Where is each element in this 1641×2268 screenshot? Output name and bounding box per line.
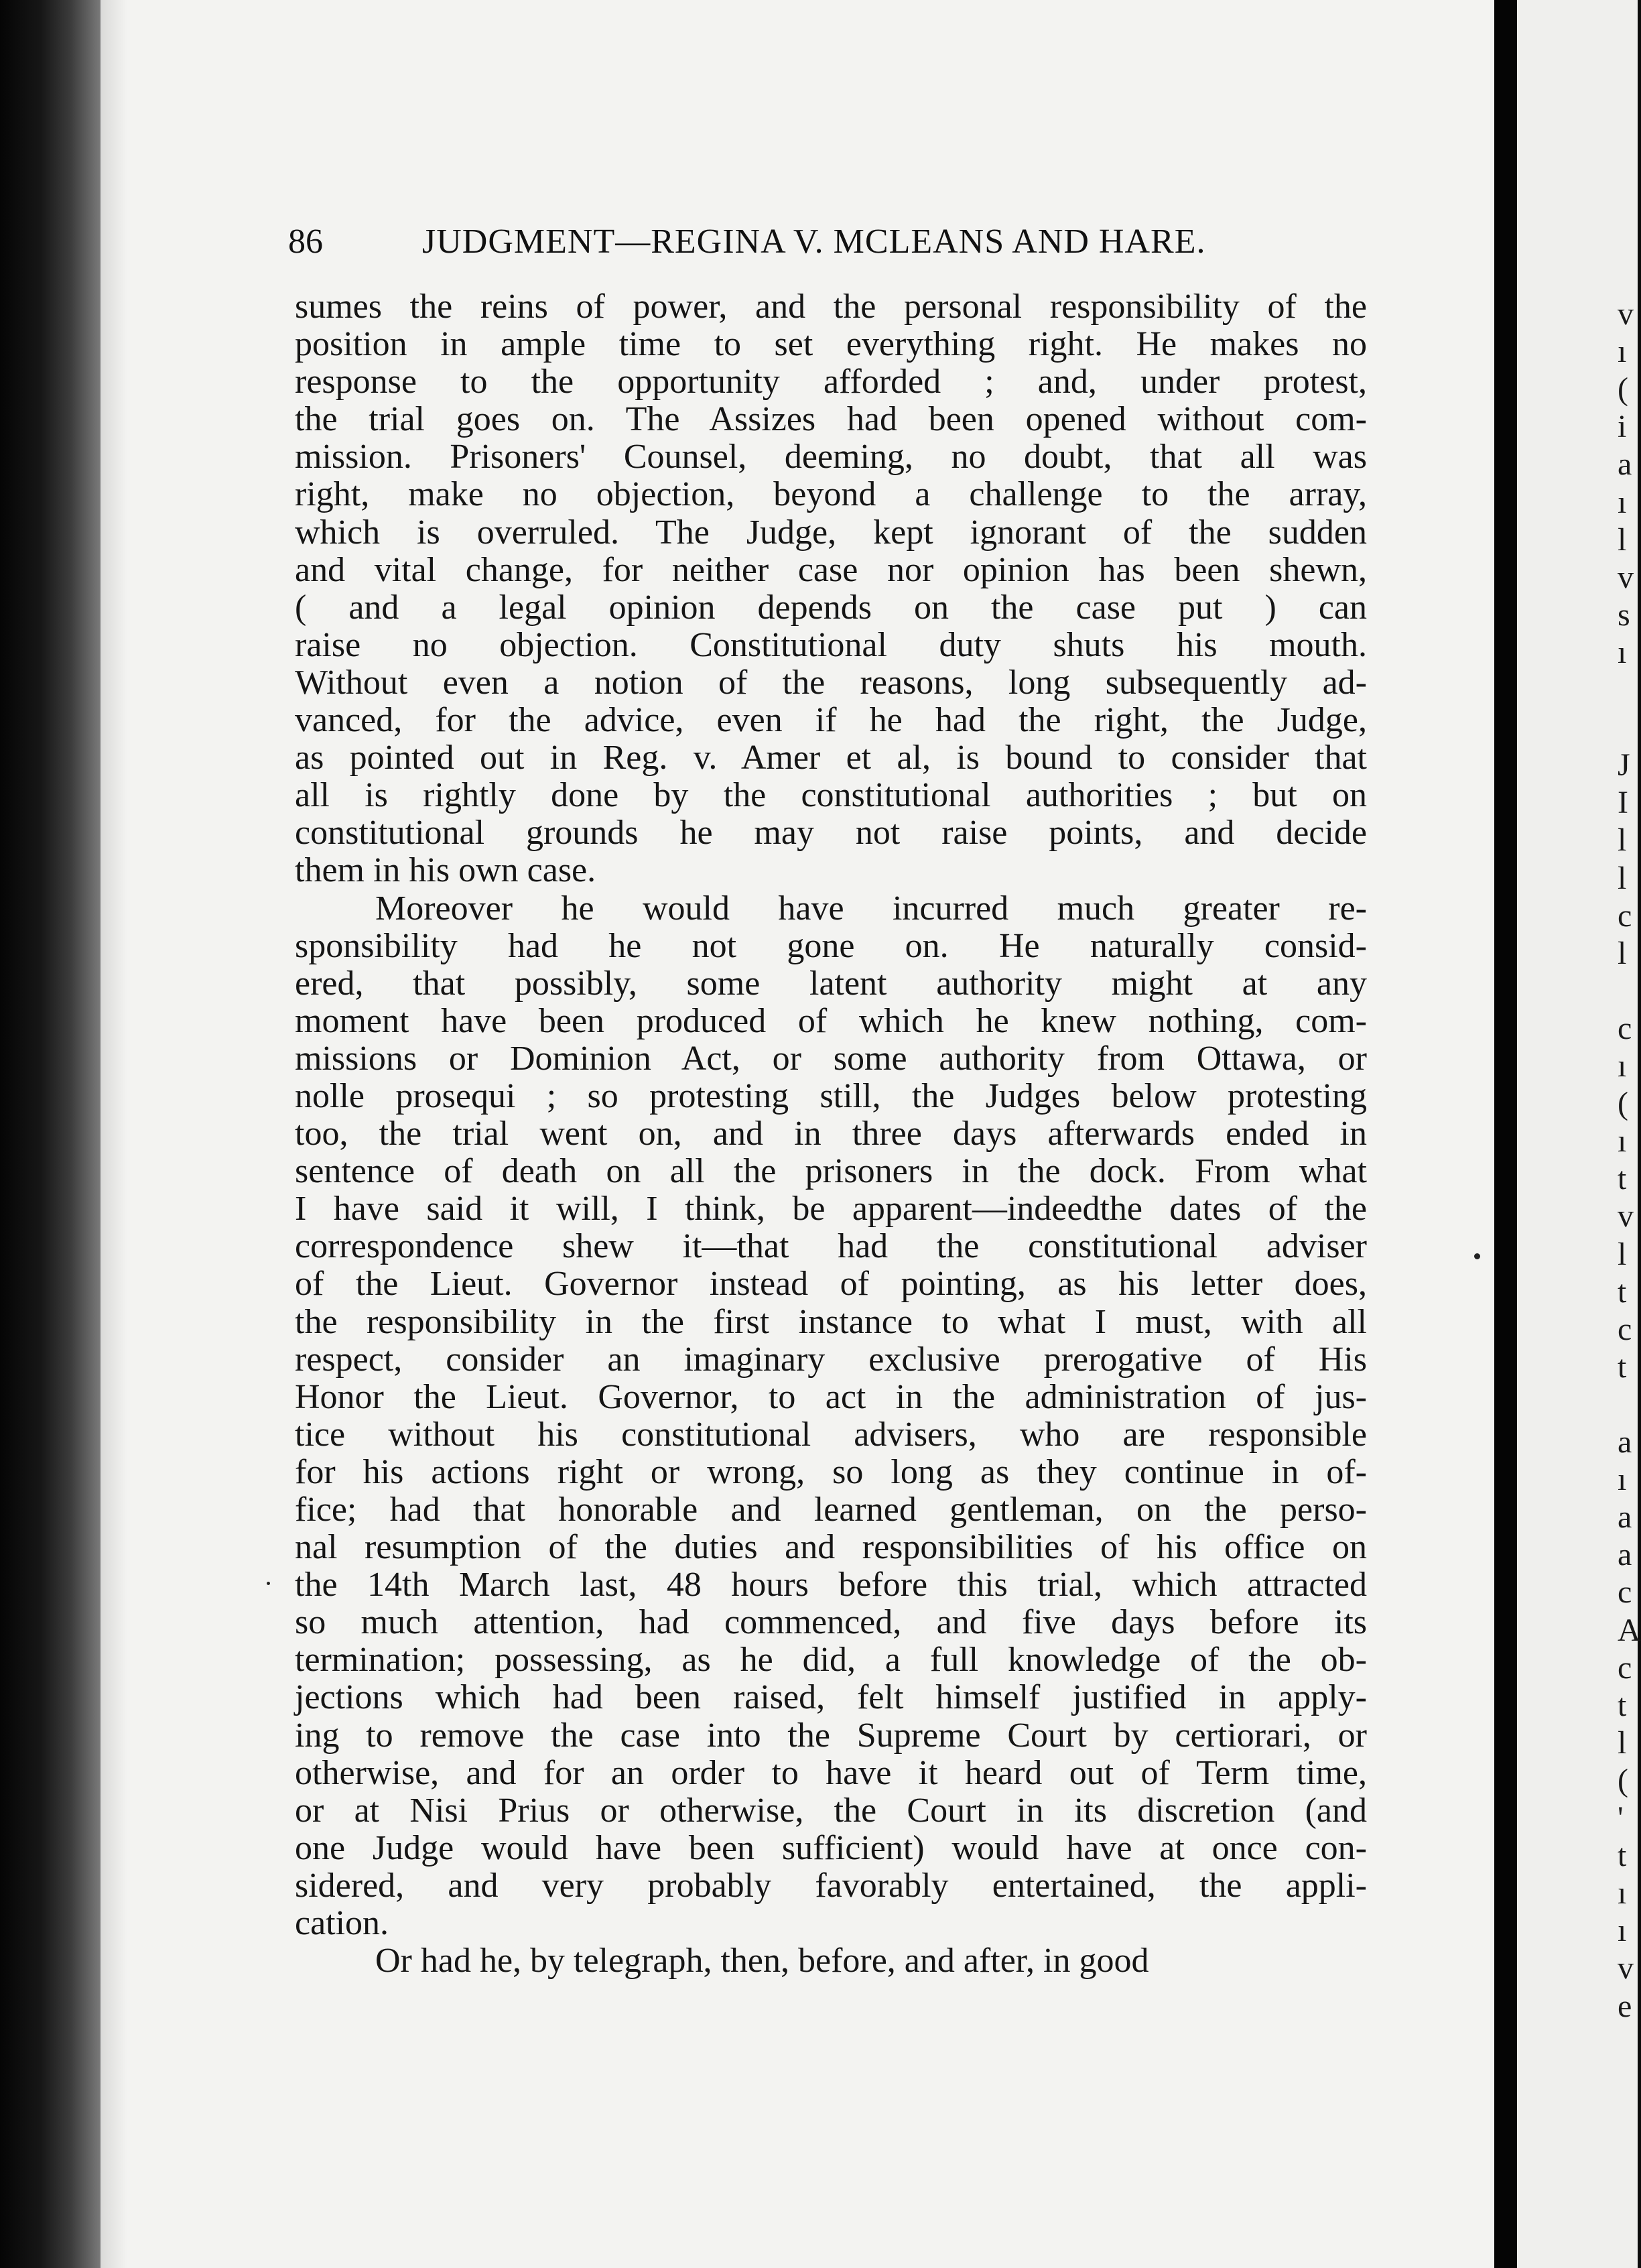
body-text (295, 288, 1367, 1980)
text-line: position in ample time to set everything right. He makes no (295, 325, 1367, 364)
text-line: right, make no objection, beyond a challenge to the array, (295, 475, 1367, 514)
text-line: I have said it will, I think, be apparent—indeedthe dates of the (295, 1190, 1367, 1228)
text-line: ered, that possibly, some latent authority might at any (295, 964, 1367, 1003)
facing-page-letter: e (1618, 1988, 1632, 2024)
facing-page-letter: l (1618, 1236, 1627, 1272)
text-line: respect, consider an imaginary exclusive prerogative of His (295, 1340, 1367, 1379)
facing-page-letter: ı (1618, 1462, 1627, 1498)
text-line: constitutional grounds he may not raise points, and decide (295, 814, 1367, 853)
text-line: sponsibility had he not gone on. He naturally consid- (295, 926, 1367, 965)
facing-page-letter: I (1618, 785, 1628, 821)
text-line: sidered, and very probably favorably entertained, the appli- (295, 1866, 1367, 1905)
text-line: sumes the reins of power, and the personal responsibility of the (295, 288, 1367, 326)
facing-page-letter: c (1618, 1010, 1632, 1046)
text-line: or at Nisi Prius or otherwise, the Court in its discretion (and (295, 1791, 1367, 1830)
facing-page-letter: ( (1618, 371, 1628, 407)
facing-page-letter: ' (1618, 1800, 1624, 1836)
text-line: them in his own case. (295, 851, 596, 890)
text-line: correspondence shew it—that had the constitutional adviser (295, 1227, 1367, 1266)
text-line: all is rightly done by the constitutional authorities ; but on (295, 776, 1367, 815)
facing-page-letter: ı (1618, 1913, 1627, 1949)
facing-page-letter: ı (1618, 634, 1627, 670)
text-line: as pointed out in Reg. v. Amer et al, is bound to consider that (295, 739, 1367, 777)
text-line: response to the opportunity afforded ; and, under protest, (295, 363, 1367, 401)
facing-page-edge (1517, 0, 1641, 2268)
facing-page-letter: l (1618, 521, 1627, 558)
text-line: of the Lieut. Governor instead of pointing, as his letter does, (295, 1265, 1367, 1304)
text-line: jections which had been raised, felt himself justified in apply- (295, 1678, 1367, 1717)
text-line: ing to remove the case into the Supreme Court by certiorari, or (295, 1716, 1367, 1755)
text-line: tice without his constitutional advisers, who are responsible (295, 1415, 1367, 1454)
text-line: sentence of death on all the prisoners in the dock. From what (295, 1152, 1367, 1191)
facing-page-letter: ı (1618, 1875, 1627, 1911)
facing-page-letter: l (1618, 860, 1627, 896)
text-line: one Judge would have been sufficient) would have at once con- (295, 1828, 1367, 1867)
ink-speck (267, 1582, 270, 1585)
facing-page-letter: v (1618, 1198, 1634, 1235)
facing-page-letter: v (1618, 296, 1634, 332)
facing-page-letter: ı (1618, 1048, 1627, 1084)
text-line: the responsibility in the first instance to what I must, with all (295, 1302, 1367, 1341)
text-line: Or had he, by telegraph, then, before, and after, in good (375, 1942, 1149, 1980)
facing-page-letter: t (1618, 1273, 1627, 1310)
ink-speck (1474, 1253, 1480, 1259)
text-line: raise no objection. Constitutional duty shuts his mouth. (295, 625, 1367, 664)
page-number: 86 (288, 223, 323, 261)
text-line: and vital change, for neither case nor opinion has been shewn, (295, 550, 1367, 589)
facing-page-letter: l (1618, 822, 1627, 859)
text-line: the trial goes on. The Assizes had been opened without com- (295, 400, 1367, 439)
facing-page-letter: J (1618, 747, 1630, 783)
facing-page-letter: c (1618, 1311, 1632, 1347)
text-line: Honor the Lieut. Governor, to act in the administration of jus- (295, 1377, 1367, 1416)
text-line: cation. (295, 1904, 389, 1943)
facing-page-letter: t (1618, 1687, 1627, 1723)
facing-page-letter: A (1618, 1612, 1641, 1648)
facing-page-letter: ( (1618, 1086, 1628, 1122)
binding-edge (0, 0, 101, 2268)
facing-page-letter: t (1618, 1838, 1627, 1874)
running-head (288, 218, 1226, 265)
text-line: the 14th March last, 48 hours before this trial, which attracted (295, 1566, 1367, 1604)
facing-page-letter: s (1618, 596, 1630, 633)
facing-page-letter: v (1618, 1950, 1634, 1987)
text-line: ( and a legal opinion depends on the case put ) can (295, 588, 1367, 627)
facing-page-letter: i (1618, 409, 1627, 445)
text-line: Moreover he would have incurred much greater re- (375, 889, 1367, 928)
text-line: nolle prosequi ; so protesting still, the Judges below protesting (295, 1076, 1367, 1115)
text-line: for his actions right or wrong, so long as they continue in of- (295, 1452, 1367, 1491)
text-line: too, the trial went on, and in three days afterwards ended in (295, 1115, 1367, 1153)
facing-page-letter: c (1618, 1574, 1632, 1611)
text-line: termination; possessing, as he did, a full knowledge of the ob- (295, 1641, 1367, 1680)
text-line: Without even a notion of the reasons, long subsequently ad- (295, 663, 1367, 702)
facing-page-letter: c (1618, 897, 1632, 934)
facing-page-letter: a (1618, 1424, 1632, 1460)
text-line: vanced, for the advice, even if he had the right, the Judge, (295, 701, 1367, 740)
facing-page-letter: a (1618, 1499, 1632, 1535)
facing-page-letter: ı (1618, 334, 1627, 370)
facing-page-letter: a (1618, 1537, 1632, 1573)
facing-page-letter: a (1618, 446, 1632, 483)
facing-page-letter: l (1618, 935, 1627, 971)
facing-page-letter: t (1618, 1161, 1627, 1197)
text-line: moment have been produced of which he knew nothing, com- (295, 1001, 1367, 1040)
facing-page-letter: c (1618, 1649, 1632, 1686)
text-line: nal resumption of the duties and responsibilities of his office on (295, 1528, 1367, 1567)
running-title: JUDGMENT—REGINA V. MCLEANS AND HARE. (422, 223, 1206, 261)
facing-page-letter: v (1618, 559, 1634, 595)
facing-page-letter: ı (1618, 484, 1627, 520)
facing-page-letter: t (1618, 1348, 1627, 1385)
text-line: which is overruled. The Judge, kept ignorant of the sudden (295, 513, 1367, 552)
text-line: mission. Prisoners' Counsel, deeming, no doubt, that all was (295, 438, 1367, 477)
text-line: fice; had that honorable and learned gentleman, on the perso- (295, 1491, 1367, 1529)
text-line: otherwise, and for an order to have it heard out of Term time, (295, 1753, 1367, 1792)
facing-page-letter: ı (1618, 1123, 1627, 1159)
text-line: so much attention, had commenced, and five days before its (295, 1603, 1367, 1642)
text-line: missions or Dominion Act, or some authority from Ottawa, or (295, 1039, 1367, 1078)
facing-page-letter: ( (1618, 1762, 1628, 1798)
facing-page-letter: l (1618, 1724, 1627, 1761)
gutter-shadow (1494, 0, 1517, 2268)
